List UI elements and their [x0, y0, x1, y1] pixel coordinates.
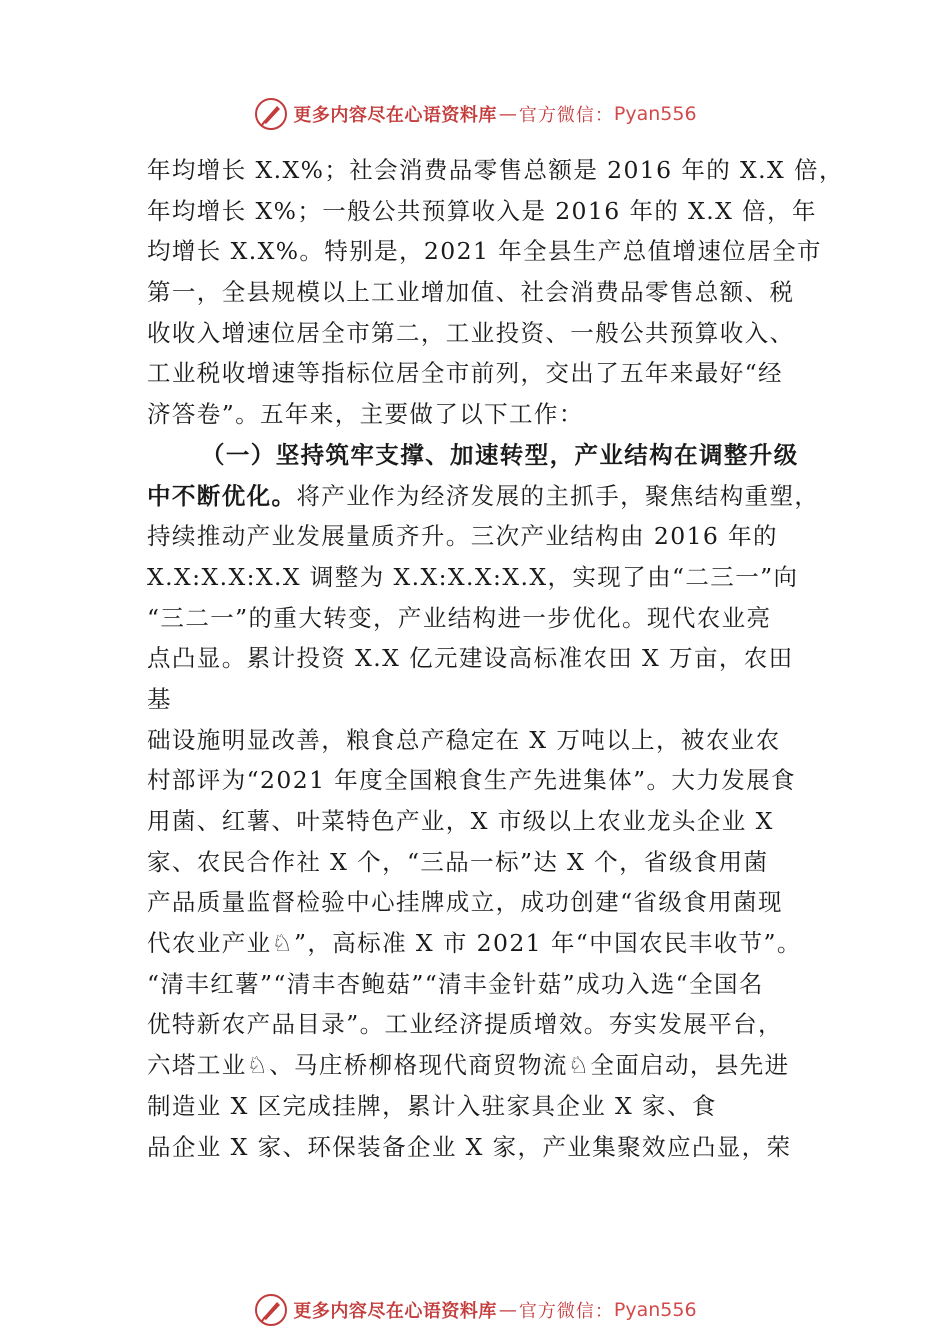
body-line: “三二一”的重大转变，产业结构进一步优化。现代农业亮: [147, 603, 772, 632]
section-heading: （一）坚持筑牢支撑、加速转型，产业结构在调整升级: [201, 440, 799, 469]
feather-pen-logo-icon: [253, 96, 289, 132]
body-line: X.X:X.X:X.X 调整为 X.X:X.X:X.X，实现了由“二三一”向: [147, 562, 799, 591]
section-heading-end: 中不断优化。: [147, 481, 297, 510]
header-brand: 更多内容尽在心语资料库: [293, 105, 497, 126]
document-body: [147, 150, 844, 1167]
body-line: 产品质量监督检验中心挂牌成立，成功创建“省级食用菌现: [147, 888, 783, 917]
footer-wechat-id: Pyan556: [613, 1299, 697, 1321]
section-heading-continued: [147, 476, 820, 517]
body-line: 六塔工业♘、马庄桥柳格现代商贸物流♘全面启动，县先进: [147, 1051, 790, 1080]
body-line: 村部评为“2021 年度全国粮食生产先进集体”。大力发展食: [147, 766, 796, 795]
footer-dash: —: [498, 1299, 517, 1321]
body-line: 基: [147, 684, 172, 713]
body-line: 优特新农产品目录”。工业经济提质增效。夯实发展平台，: [147, 1010, 783, 1039]
body-line: “清丰红薯”“清丰杏鲍菇”“清丰金针菇”成功入选“全国名: [147, 969, 764, 998]
body-line: 济答卷”。五年来，主要做了以下工作：: [147, 400, 584, 429]
feather-pen-logo-icon: [253, 1292, 289, 1328]
body-line: 均增长 X.X%。特别是，2021 年全县生产总值增速位居全市: [147, 237, 822, 266]
body-line: 础设施明显改善，粮食总产稳定在 X 万吨以上，被农业农: [147, 725, 781, 754]
body-line: 持续推动产业发展量质齐升。三次产业结构由 2016 年的: [147, 522, 778, 551]
footer-wechat-label: 官方微信：: [518, 1301, 614, 1322]
body-line: 点凸显。累计投资 X.X 亿元建设高标准农田 X 万亩，农田: [147, 644, 794, 673]
body-line: 第一，全县规模以上工业增加值、社会消费品零售总额、税: [147, 278, 795, 307]
body-line: 工业税收增速等指标位居全市前列，交出了五年来最好“经: [147, 359, 783, 388]
header-wechat-id: Pyan556: [613, 103, 697, 125]
header-banner: [0, 92, 950, 136]
section-text: 将产业作为经济发展的主抓手，聚焦结构重塑，: [296, 481, 820, 510]
footer-banner: [0, 1288, 950, 1332]
footer-brand: 更多内容尽在心语资料库: [293, 1301, 497, 1322]
body-line: 收收入增速位居全市第二，工业投资、一般公共预算收入、: [147, 318, 795, 347]
body-line: 用菌、红薯、叶菜特色产业，X 市级以上农业龙头企业 X: [147, 807, 774, 835]
header-wechat-label: 官方微信：: [518, 105, 614, 126]
body-line: 制造业 X 区完成挂牌，累计入驻家具企业 X 家、食: [147, 1091, 717, 1120]
header-dash: —: [498, 103, 517, 125]
body-line: 代农业产业♘”，高标准 X 市 2021 年“中国农民丰收节”。: [147, 929, 802, 958]
body-line: 年均增长 X.X%；社会消费品零售总额是 2016 年的 X.X 倍，: [147, 156, 844, 184]
body-line: 品企业 X 家、环保装备企业 X 家，产业集聚效应凸显，荣: [147, 1132, 792, 1161]
body-line: 家、农民合作社 X 个，“三品一标”达 X 个，省级食用菌: [147, 847, 769, 876]
body-line: 年均增长 X%；一般公共预算收入是 2016 年的 X.X 倍，年: [147, 196, 817, 225]
